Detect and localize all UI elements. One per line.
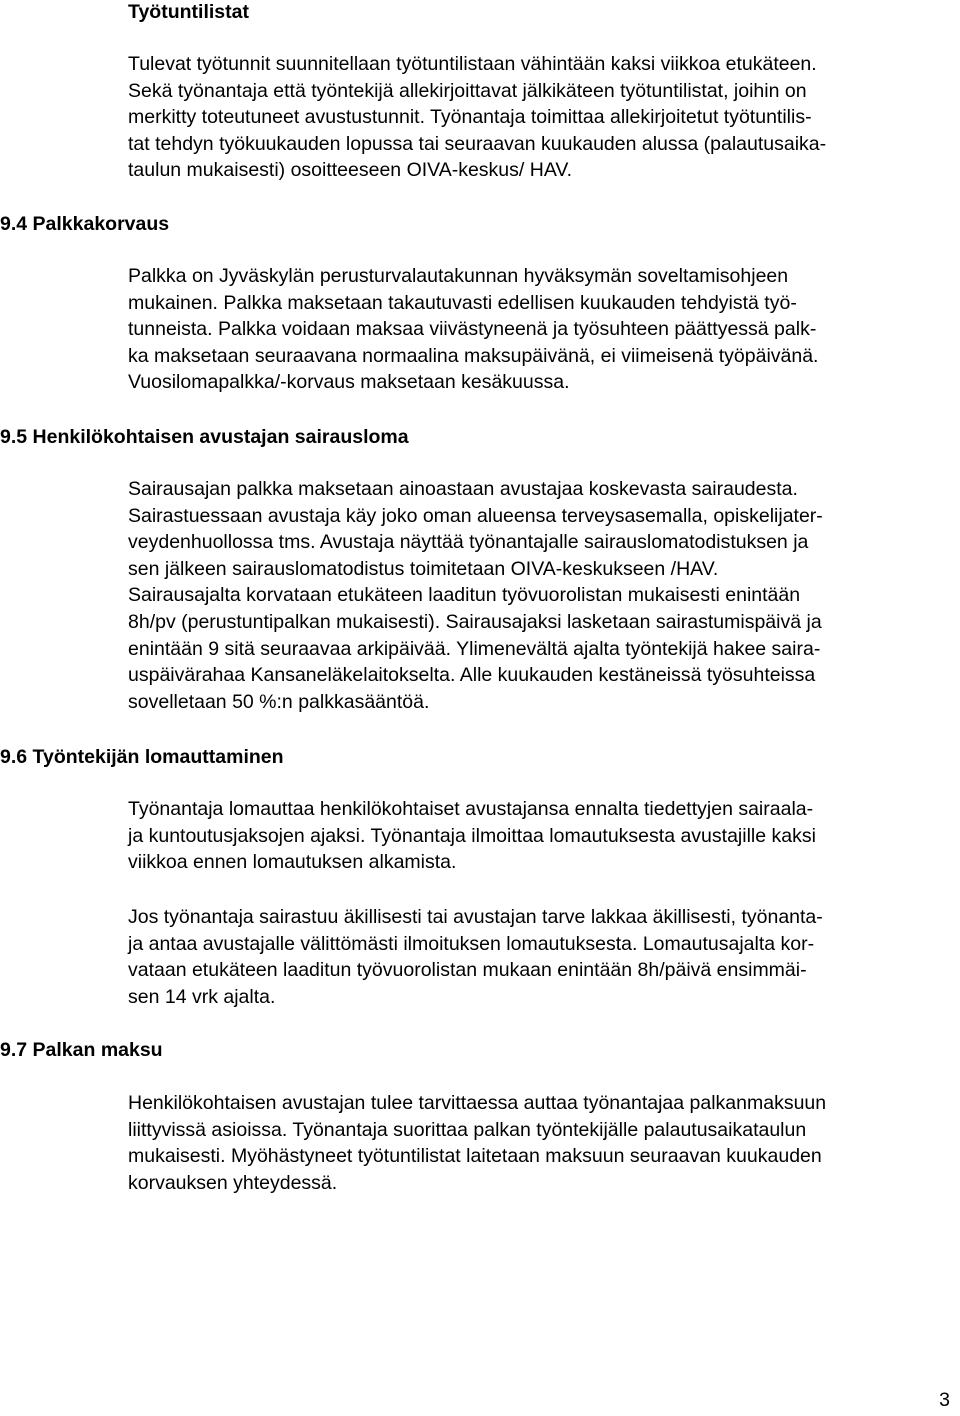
text-line: Sairausajan palkka maksetaan ainoastaan avustajaa koskevasta sairaudesta. — [128, 478, 798, 500]
text-line: Vuosilomapalkka/-korvaus maksetaan kesäkuussa. — [128, 371, 570, 394]
paragraph-lomauttaminen-1 — [128, 796, 956, 876]
paragraph-lomauttaminen-2 — [128, 904, 956, 1010]
text-line: Työnantaja lomauttaa henkilökohtaiset avustajansa ennalta tiedettyjen sairaala- — [128, 798, 814, 820]
text-line: Henkilökohtaisen avustajan tulee tarvittaessa auttaa työnantajaa palkanmaksuun — [128, 1092, 827, 1114]
paragraph-palkkakorvaus — [128, 263, 956, 396]
text-line: sen 14 vrk ajalta. — [128, 985, 276, 1008]
paragraph-sairausloma — [128, 476, 956, 715]
text-line: korvauksen yhteydessä. — [128, 1171, 338, 1194]
text-line: Sekä työnantaja että työntekijä allekirjoittavat jälkikäteen työtuntilistat, joihin on — [128, 79, 807, 102]
heading-sairausloma: 9.5 Henkilökohtaisen avustajan sairausloma — [0, 426, 409, 448]
text-line: Palkka on Jyväskylän perusturvalautakunnan hyväksymän soveltamisohjeen — [128, 265, 789, 287]
text-line: tat tehdyn työkuukauden lopussa tai seuraavan kuukauden alussa (palautusaika- — [128, 132, 827, 155]
text-line: tunneista. Palkka voidaan maksaa viivästyneenä ja työsuhteen päättyessä palk- — [128, 318, 817, 341]
heading-tyotuntilistat: Työtuntilistat — [128, 1, 249, 23]
heading-palkkakorvaus: 9.4 Palkkakorvaus — [0, 213, 170, 235]
heading-lomauttaminen: 9.6 Työntekijän lomauttaminen — [0, 746, 284, 768]
text-line: Jos työnantaja sairastuu äkillisesti tai avustajan tarve lakkaa äkillisesti, työnanta- — [128, 906, 823, 928]
text-line: Tulevat työtunnit suunnitellaan työtuntilistaan vähintään kaksi viikkoa etukäteen. — [128, 53, 817, 75]
page-number: 3 — [939, 1389, 950, 1411]
text-line: enintään 9 sitä seuraavaa arkipäivää. Ylimenevältä ajalta työntekijä hakee saira- — [128, 637, 821, 660]
text-line: Sairausajalta korvataan etukäteen laaditun työvuorolistan mukaisesti enintään — [128, 584, 801, 607]
heading-palkan-maksu: 9.7 Palkan maksu — [0, 1039, 163, 1061]
text-line: Sairastuessaan avustaja käy joko oman alueensa terveysasemalla, opiskelijater- — [128, 504, 823, 527]
text-line: 8h/pv (perustuntipalkan mukaisesti). Sairausajaksi lasketaan sairastumispäivä ja — [128, 610, 822, 633]
text-line: mukainen. Palkka maksetaan takautuvasti edellisen kuukauden tehdyistä työ- — [128, 291, 797, 314]
text-line: liittyvissä asioissa. Työnantaja suorittaa palkan työntekijälle palautusaikataulun — [128, 1118, 807, 1141]
text-line: ka maksetaan seuraavana normaalina maksupäivänä, ei viimeisenä työpäivänä. — [128, 344, 819, 367]
text-line: sen jälkeen sairauslomatodistus toimitetaan OIVA-keskukseen /HAV. — [128, 557, 719, 580]
text-line: ja kuntoutusjaksojen ajaksi. Työnantaja ilmoittaa lomautuksesta avustajille kaksi — [128, 824, 816, 847]
text-line: viikkoa ennen lomautuksen alkamista. — [128, 851, 457, 874]
text-line: uspäivärahaa Kansaneläkelaitokselta. Alle kuukauden kestäneissä työsuhteissa — [128, 664, 816, 687]
text-line: vataan etukäteen laaditun työvuorolistan mukaan enintään 8h/päivä ensimmäi- — [128, 959, 807, 982]
text-line: taulun mukaisesti) osoitteeseen OIVA-keskus/ HAV. — [128, 159, 573, 182]
paragraph-tyotuntilistat — [128, 51, 956, 184]
text-line: veydenhuollossa tms. Avustaja näyttää työnantajalle sairauslomatodistuksen ja — [128, 531, 809, 554]
text-line: merkitty toteutuneet avustustunnit. Työnantaja toimittaa allekirjoitetut työtuntilis- — [128, 106, 812, 129]
text-line: sovelletaan 50 %:n palkkasääntöä. — [128, 690, 430, 713]
text-line: ja antaa avustajalle välittömästi ilmoituksen lomautuksesta. Lomautusajalta kor- — [128, 932, 815, 955]
paragraph-palkan-maksu — [128, 1090, 956, 1196]
text-line: mukaisesti. Myöhästyneet työtuntilistat laitetaan maksuun seuraavan kuukauden — [128, 1145, 822, 1168]
